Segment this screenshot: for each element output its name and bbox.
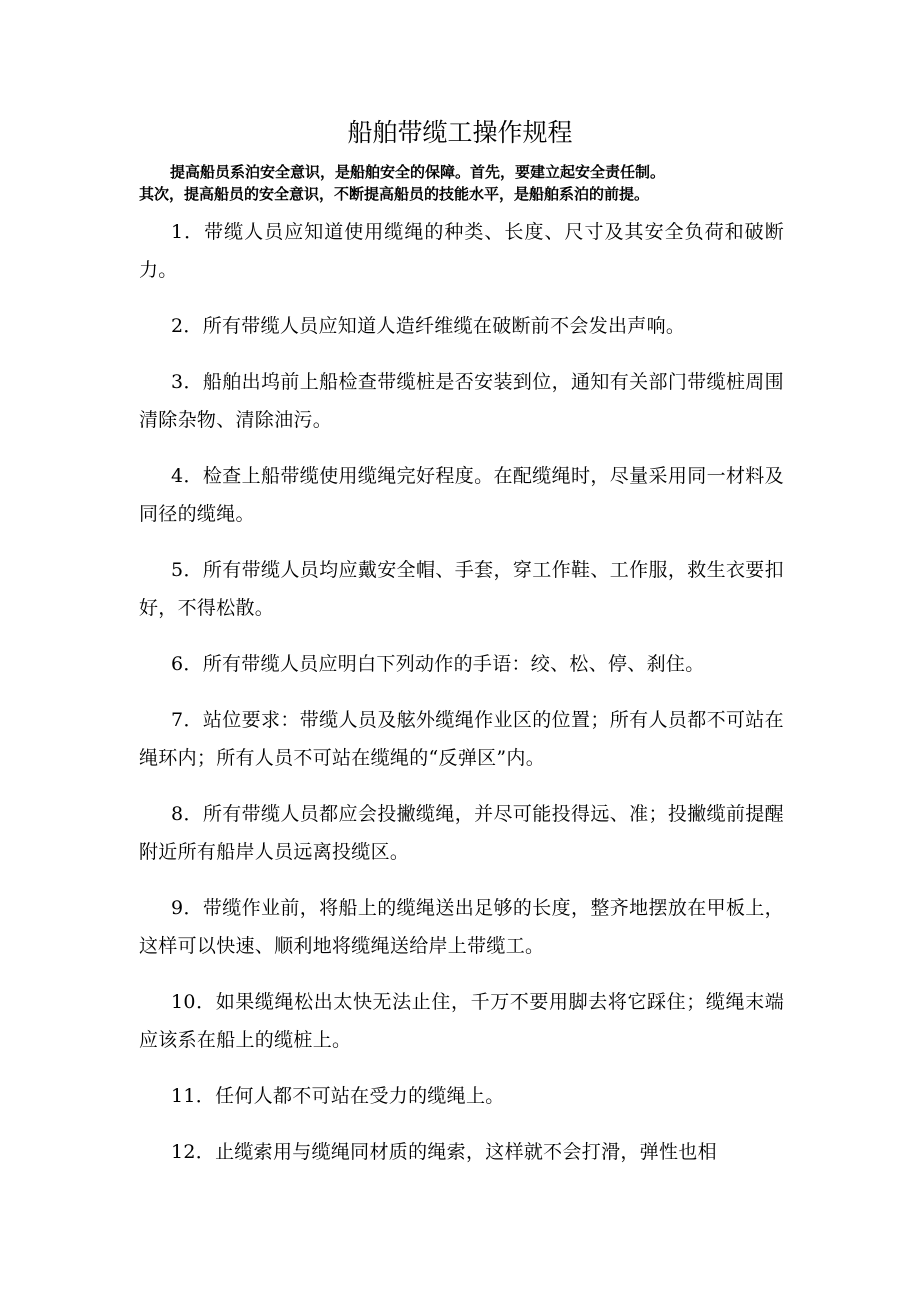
intro-line: 提高船员系泊安全意识，是船舶安全的保障。首先，要建立起安全责任制。 <box>170 163 666 181</box>
rules-list <box>139 213 784 1189</box>
rule-item: 1．带缆人员应知道使用缆绳的种类、长度、尺寸及其安全负荷和破断力。 <box>139 221 784 281</box>
page-title: 船舶带缆工操作规程 <box>347 118 573 147</box>
rule-item: 5．所有带缆人员均应戴安全帽、手套，穿工作鞋、工作服，救生衣要扣好，不得松散。 <box>139 559 784 619</box>
rule-item: 10．如果缆绳松出太快无法止住，千万不要用脚去将它踩住；缆绳末端应该系在船上的缆桩上。 <box>139 991 784 1051</box>
rule-item: 9．带缆作业前，将船上的缆绳送出足够的长度，整齐地摆放在甲板上，这样可以快速、顺利地将缆绳送给岸上带缆工。 <box>139 897 784 957</box>
rule-item: 12．止缆索用与缆绳同材质的绳索，这样就不会打滑，弹性也相 <box>171 1141 717 1163</box>
rule-item: 2．所有带缆人员应知道人造纤维缆在破断前不会发出声响。 <box>171 315 686 337</box>
rule-item: 6．所有带缆人员应明白下列动作的手语：绞、松、停、刹住。 <box>171 653 705 675</box>
rule-item: 4．检查上船带缆使用缆绳完好程度。在配缆绳时，尽量采用同一材料及同径的缆绳。 <box>139 465 784 525</box>
rule-item: 8．所有带缆人员都应会投撇缆绳，并尽可能投得远、准；投撇缆前提醒附近所有船岸人员远离投缆区。 <box>139 803 784 863</box>
intro-line: 其次，提高船员的安全意识，不断提高船员的技能水平，是船舶系泊的前提。 <box>139 185 650 203</box>
rule-item: 3．船舶出坞前上船检查带缆桩是否安装到位，通知有关部门带缆桩周围清除杂物、清除油污。 <box>139 371 784 431</box>
rule-item: 7．站位要求：带缆人员及舷外缆绳作业区的位置；所有人员都不可站在绳环内；所有人员不可站在缆绳的“反弹区”内。 <box>139 709 784 769</box>
rule-item: 11．任何人都不可站在受力的缆绳上。 <box>171 1085 505 1107</box>
intro-paragraph <box>139 161 789 205</box>
